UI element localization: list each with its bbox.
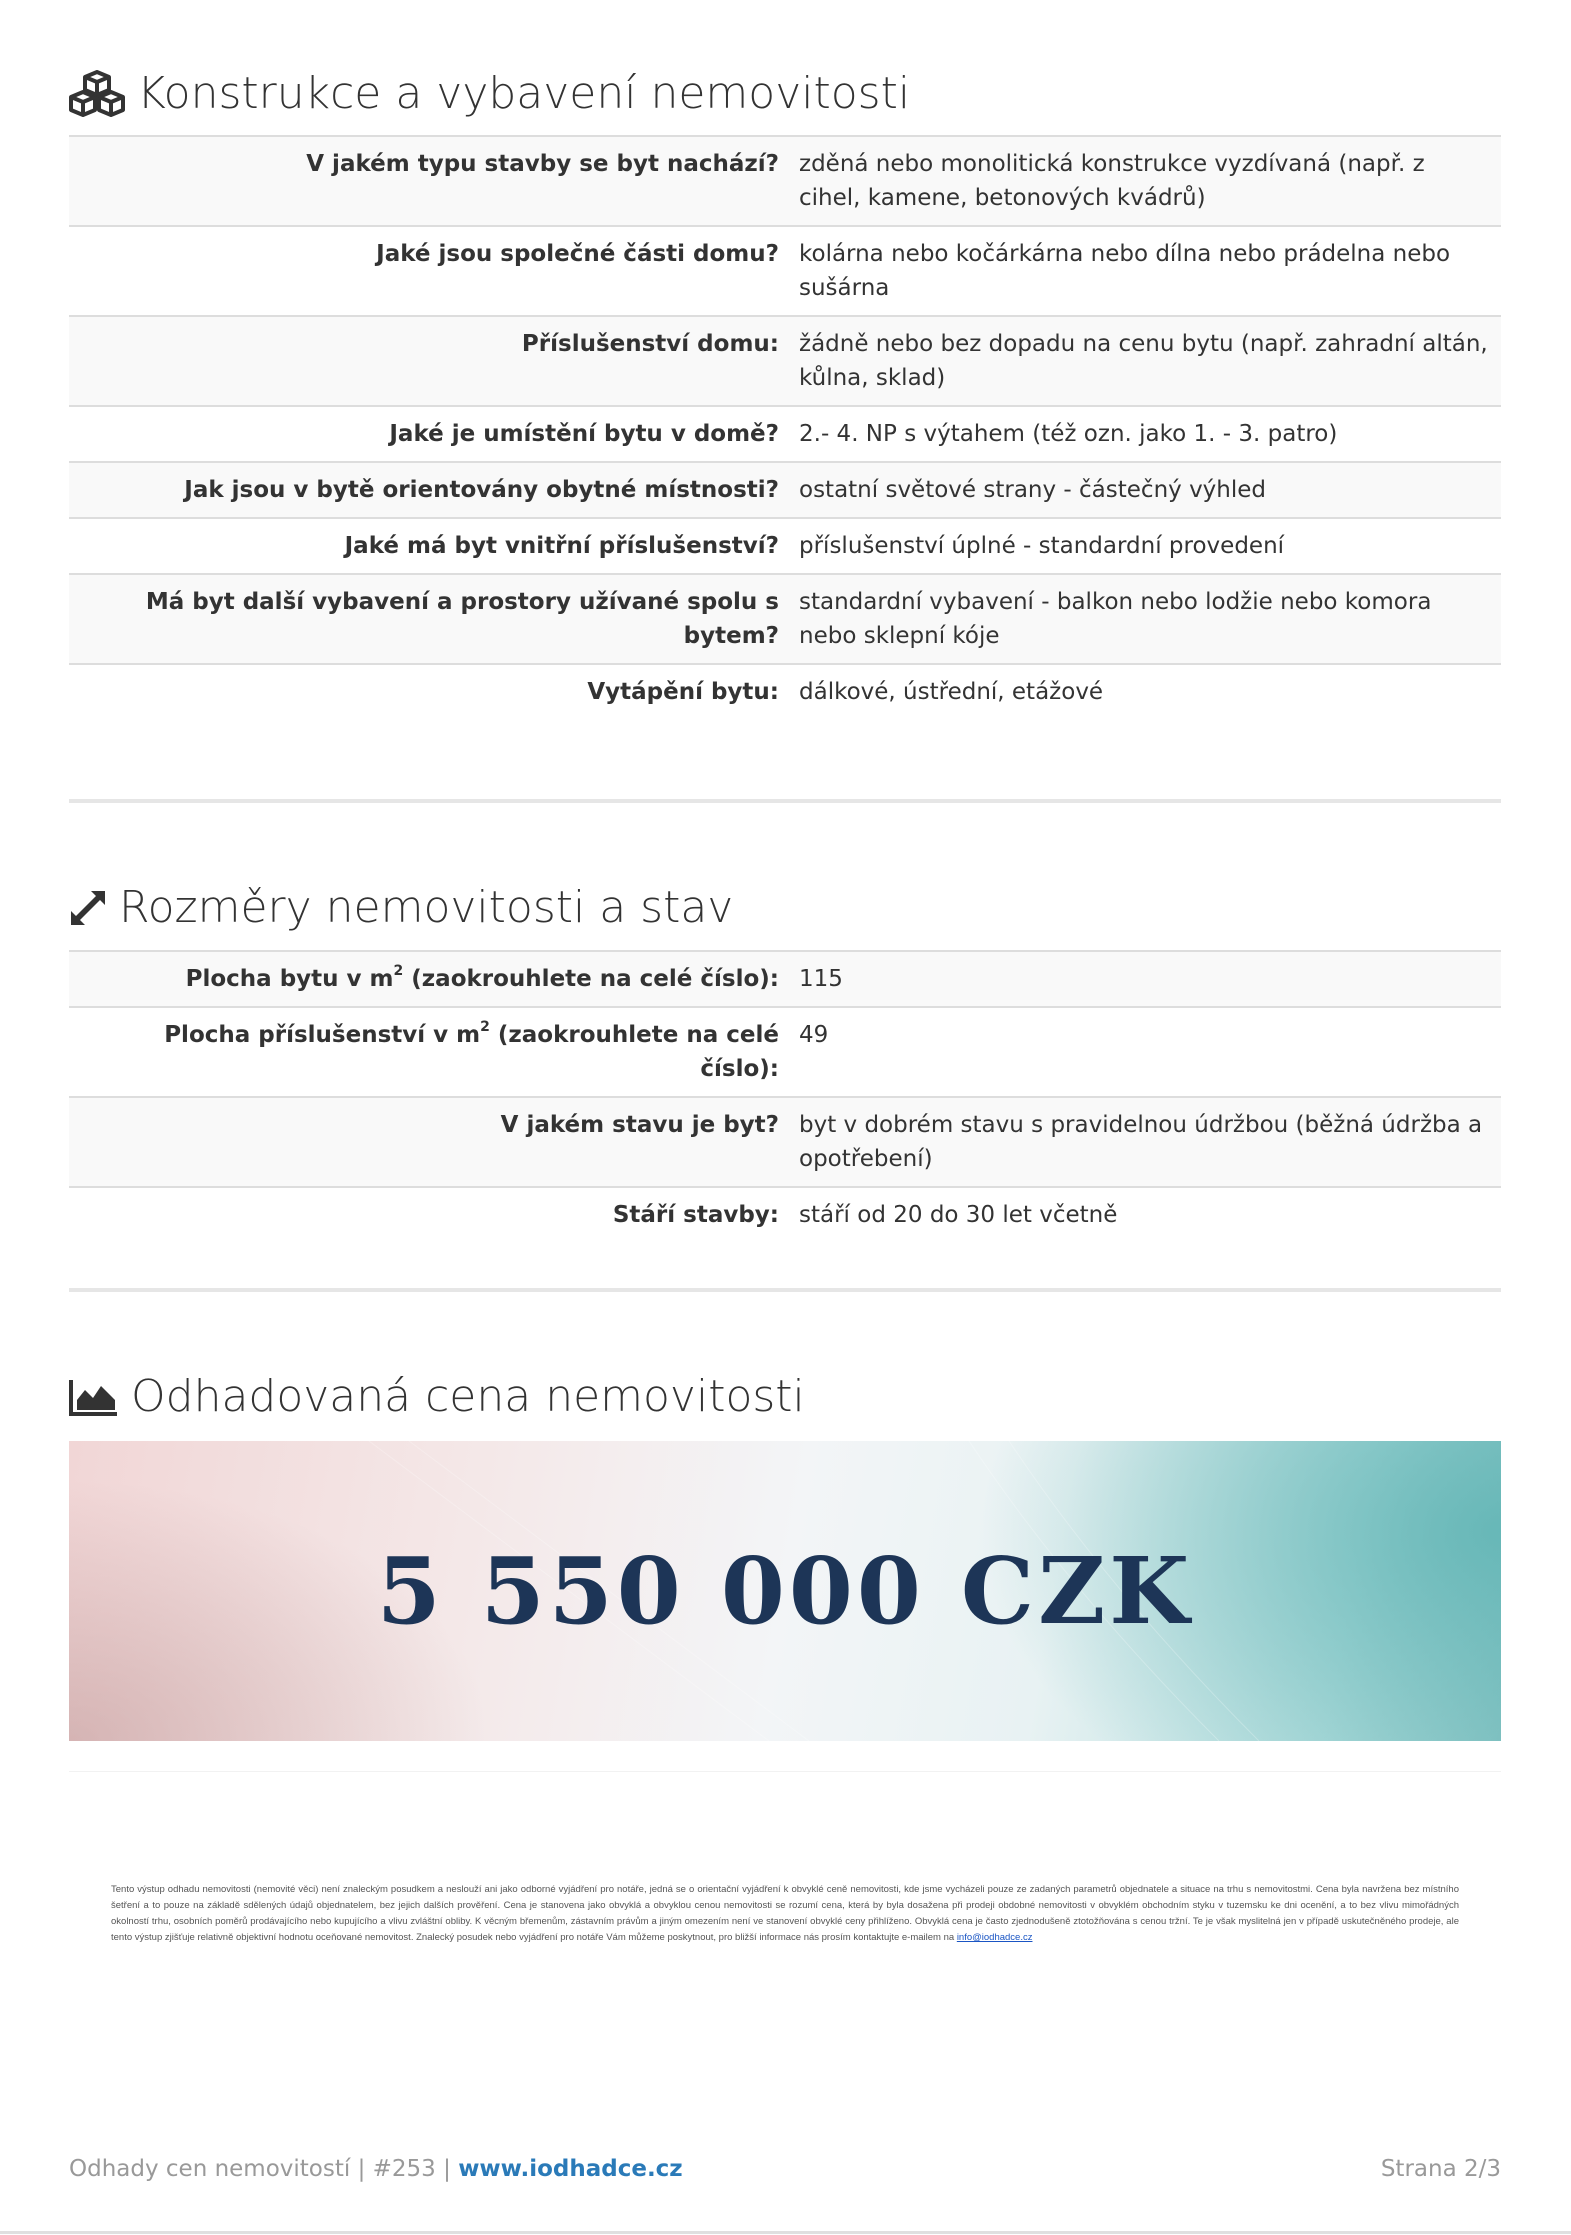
answer-value: 115 xyxy=(789,951,1501,1007)
question-label-part: Plocha bytu v m xyxy=(185,966,394,992)
answer-value: standardní vybavení - balkon nebo lodžie nebo komora nebo sklepní kóje xyxy=(789,574,1501,664)
table-row xyxy=(69,226,1501,316)
question-label: Vytápění bytu: xyxy=(69,664,789,719)
footer-left xyxy=(69,2156,683,2182)
question-label: Jaké je umístění bytu v domě? xyxy=(69,406,789,462)
estimated-price: 5 550 000 CZK xyxy=(376,1537,1194,1645)
table-row xyxy=(69,316,1501,406)
question-label xyxy=(69,1007,789,1097)
question-label-part: (zaokrouhlete na celé číslo): xyxy=(403,966,779,992)
disclaimer-email-link[interactable]: info@iodhadce.cz xyxy=(956,1932,1033,1943)
answer-value: zděná nebo monolitická konstrukce vyzdívaná (např. z cihel, kamene, betonových kvádrů) xyxy=(789,136,1501,226)
section-title-construction xyxy=(69,70,910,118)
question-label: Jak jsou v bytě orientovány obytné místnosti? xyxy=(69,462,789,518)
unit-superscript: 2 xyxy=(480,1019,490,1036)
question-label-part: Plocha příslušenství v m xyxy=(164,1022,481,1048)
answer-value: byt v dobrém stavu s pravidelnou údržbou (běžná údržba a opotřebení) xyxy=(789,1097,1501,1187)
question-label: Stáří stavby: xyxy=(69,1187,789,1242)
answer-value: kolárna nebo kočárkárna nebo dílna nebo prádelna nebo sušárna xyxy=(789,226,1501,316)
answer-value: žádně nebo bez dopadu na cenu bytu (např. zahradní altán, kůlna, sklad) xyxy=(789,316,1501,406)
footer-website-link[interactable]: www.iodhadce.cz xyxy=(458,2156,683,2182)
page-number: Strana 2/3 xyxy=(1380,2156,1501,2182)
footer-text: Odhady cen nemovitostí | #253 | xyxy=(69,2156,459,2182)
page-bottom-border xyxy=(0,2231,1571,2234)
answer-value: 2.- 4. NP s výtahem (též ozn. jako 1. - 3. patro) xyxy=(789,406,1501,462)
question-label-part: (zaokrouhlete na celé číslo): xyxy=(489,1022,779,1082)
table-row xyxy=(69,1187,1501,1242)
question-label: V jakém typu stavby se byt nachází? xyxy=(69,136,789,226)
table-row xyxy=(69,406,1501,462)
table-row xyxy=(69,136,1501,226)
table-row xyxy=(69,462,1501,518)
answer-value: dálkové, ústřední, etážové xyxy=(789,664,1501,719)
disclaimer xyxy=(111,1882,1459,1946)
section-title-text: Konstrukce a vybavení nemovitosti xyxy=(137,68,911,119)
question-label: Jaké jsou společné části domu? xyxy=(69,226,789,316)
section-title-text: Rozměry nemovitosti a stav xyxy=(119,882,734,933)
question-label: V jakém stavu je byt? xyxy=(69,1097,789,1187)
section-divider xyxy=(69,799,1501,803)
answer-value: 49 xyxy=(789,1007,1501,1097)
answer-value: stáří od 20 do 30 let včetně xyxy=(789,1187,1501,1242)
table-row xyxy=(69,951,1501,1007)
answer-value: ostatní světové strany - částečný výhled xyxy=(789,462,1501,518)
section-title-dimensions xyxy=(69,882,734,933)
table-row xyxy=(69,664,1501,719)
answer-value: příslušenství úplné - standardní provedení xyxy=(789,518,1501,574)
table-row xyxy=(69,1007,1501,1097)
table-row xyxy=(69,518,1501,574)
area-chart-icon xyxy=(69,1378,119,1416)
unit-superscript: 2 xyxy=(393,963,404,980)
question-label: Má byt další vybavení a prostory užívané spolu s bytem? xyxy=(69,574,789,664)
construction-table xyxy=(69,135,1501,719)
cubes-icon xyxy=(69,70,125,118)
price-banner xyxy=(69,1441,1501,1741)
dimensions-table xyxy=(69,950,1501,1242)
separator-line xyxy=(69,1771,1501,1772)
table-row xyxy=(69,1097,1501,1187)
expand-arrows-icon xyxy=(69,889,107,927)
section-divider xyxy=(69,1288,1501,1292)
question-label xyxy=(69,951,789,1007)
question-label: Jaké má byt vnitřní příslušenství? xyxy=(69,518,789,574)
disclaimer-text: Tento výstup odhadu nemovitosti (nemovité věci) není znaleckým posudkem a neslouží ani jako odborné vyjádření pro notáře, jedná se o orientační vyjádření k obvyklé ceně nemovitosti, kde jsme vycházeli pouze ze zadaných parametrů objednatele a situace na trhu s nemovitostmi. Cena byla navržena bez místního šetření a to pouze na základě sdělených údajů objednatelem, bez jejich dalších prověření. Cena je stanovena jako obvyklá a obvyklou cenou nemovitosti se rozumí cena, která by byla dosažena při prodeji obdobné nemovitosti v obvyklém obchodním styku v tuzemsku ke dni ocenění, a to bez vlivu mimořádných okolností trhu, osobních poměrů prodávajícího nebo kupujícího a vlivu zvláštní obliby. K věcným břemenům, zástavním právům a jiným omezením není ve stanovení obvyklé ceny přihlíženo. Obvyklá cena je často zjednodušeně ztotožňována s cenou tržní. Te je však myslitelná jen v případě uskutečněného prodeje, ale tento výstup zjišťuje relativně objektivní hodnotu oceňované nemovitost. Znalecký posudek nebo vyjádření pro notáře Vám můžeme poskytnout, pro bližší informace nás prosím kontaktujte e-mailem na xyxy=(111,1884,1459,1943)
table-row xyxy=(69,574,1501,664)
question-label: Příslušenství domu: xyxy=(69,316,789,406)
section-title-price xyxy=(69,1371,805,1422)
section-title-text: Odhadovaná cena nemovitosti xyxy=(131,1371,805,1422)
